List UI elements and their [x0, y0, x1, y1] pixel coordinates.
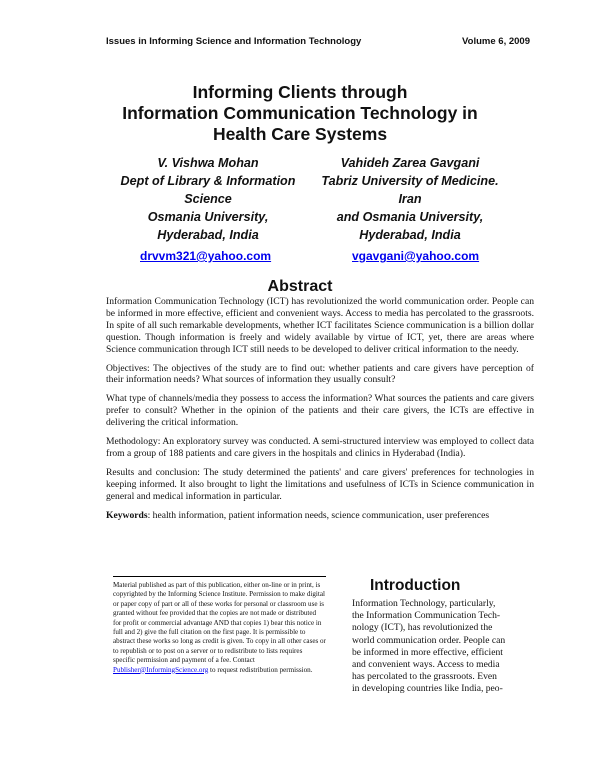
notice-text: Material published as part of this publication, either on-line or in print, is copyrighted by the Informing Science Institute. Permission to make digital or paper copy of part or all of these works for personal or classroom use is granted without fee provided that the copies are not made or distributed for profit or commercial advantage AND that copies 1) bear this notice in full and 2) give the full citation on the first page. It is permissible to abstract these works so long as credit is given. To copy in all other cases or to republish or to post on a server or to redistribute to lists requires specific permission and payment of a fee. Contact: [113, 581, 326, 665]
results-paragraph: Results and conclusion: The study determined the patients' and care givers' preferences for technologies in keeping informed. It also brought to light the limitations and usefulness of ICTs in Science communication in general and medical information in particular.: [106, 466, 534, 502]
author-block-2: [295, 154, 525, 244]
abstract-paragraph: Information Communication Technology (ICT) has revolutionized the world communication order. People can be informed in more effective, efficient and convenient ways. Access to media has percolated to the grassroots. In spite of all such remarkable developments, whether ICT facilitates Science communication is a billion dollar question. Though information is freely and widely available by virtue of ICT, yet, there are areas where Science communication through ICT still needs to be developed to deliver critical information to the needy.: [106, 296, 534, 355]
introduction-line: has percolated to the grassroots. Even: [352, 671, 497, 683]
introduction-line: and convenient ways. Access to media: [352, 659, 500, 671]
volume-label: Volume 6, 2009: [462, 36, 530, 47]
keywords-text: : health information, patient information needs, science communication, user preferences: [147, 509, 490, 521]
author-affiliation-line: Osmania University,: [147, 210, 269, 224]
abstract-body: [106, 296, 534, 529]
author-affiliation-line: Iran: [398, 192, 422, 206]
introduction-heading: Introduction: [370, 577, 461, 594]
introduction-line: Information Technology, particularly,: [352, 598, 496, 609]
publisher-email-link[interactable]: Publisher@InformingScience.org: [113, 665, 209, 674]
author-block-1: [98, 154, 318, 244]
author-affiliation-line: Hyderabad, India: [359, 228, 461, 242]
copyright-notice: [113, 576, 326, 675]
introduction-line: the Information Communication Tech-: [352, 610, 501, 622]
title-line: Health Care Systems: [212, 124, 388, 144]
title-line: Information Communication Technology in: [122, 103, 478, 123]
questions-paragraph: What type of channels/media they possess to access the information? What sources the patients and care givers prefer to consult? Whether in the opinion of the patients and their care givers, the ICTs are effective in delivering the critical information.: [106, 393, 534, 429]
methodology-paragraph: Methodology: An exploratory survey was conducted. A semi-structured interview was employed to collect data from a group of 188 patients and care givers in the hospitals and clinics in Hyderabad (India).: [106, 436, 534, 459]
author-affiliation-line: Hyderabad, India: [157, 228, 259, 242]
introduction-body: [352, 598, 534, 696]
author-affiliation-line: and Osmania University,: [336, 210, 484, 224]
abstract-heading: Abstract: [267, 278, 333, 295]
title-line: Informing Clients through: [192, 82, 408, 102]
keywords-paragraph: [106, 510, 534, 522]
running-head: [106, 36, 530, 50]
objectives-paragraph: Objectives: The objectives of the study are to find out: whether patients and care givers have perception of their information needs? What sources of information they usually consult?: [106, 362, 534, 386]
introduction-line: world communication order. People can: [352, 634, 506, 646]
keywords-label: Keywords: [106, 509, 148, 521]
author-name: V. Vishwa Mohan: [157, 156, 259, 170]
author-affiliation-line: Science: [184, 192, 232, 206]
author-affiliation-line: Tabriz University of Medicine.: [321, 174, 499, 188]
paper-title: [40, 82, 560, 145]
author-affiliation-line: Dept of Library & Information: [120, 174, 296, 188]
author-name: Vahideh Zarea Gavgani: [340, 156, 480, 170]
author-1-email-link[interactable]: drvvm321@yahoo.com: [140, 249, 272, 263]
introduction-line: be informed in more effective, efficient: [352, 646, 503, 658]
notice-text-end: to request redistribution permission.: [208, 665, 313, 674]
journal-name: Issues in Informing Science and Information Technology: [106, 36, 362, 47]
author-2-email-link[interactable]: vgavgani@yahoo.com: [352, 249, 480, 263]
introduction-line: nology (ICT), has revolutionized the: [352, 622, 493, 634]
introduction-line: in developing countries like India, peo-: [352, 683, 503, 695]
